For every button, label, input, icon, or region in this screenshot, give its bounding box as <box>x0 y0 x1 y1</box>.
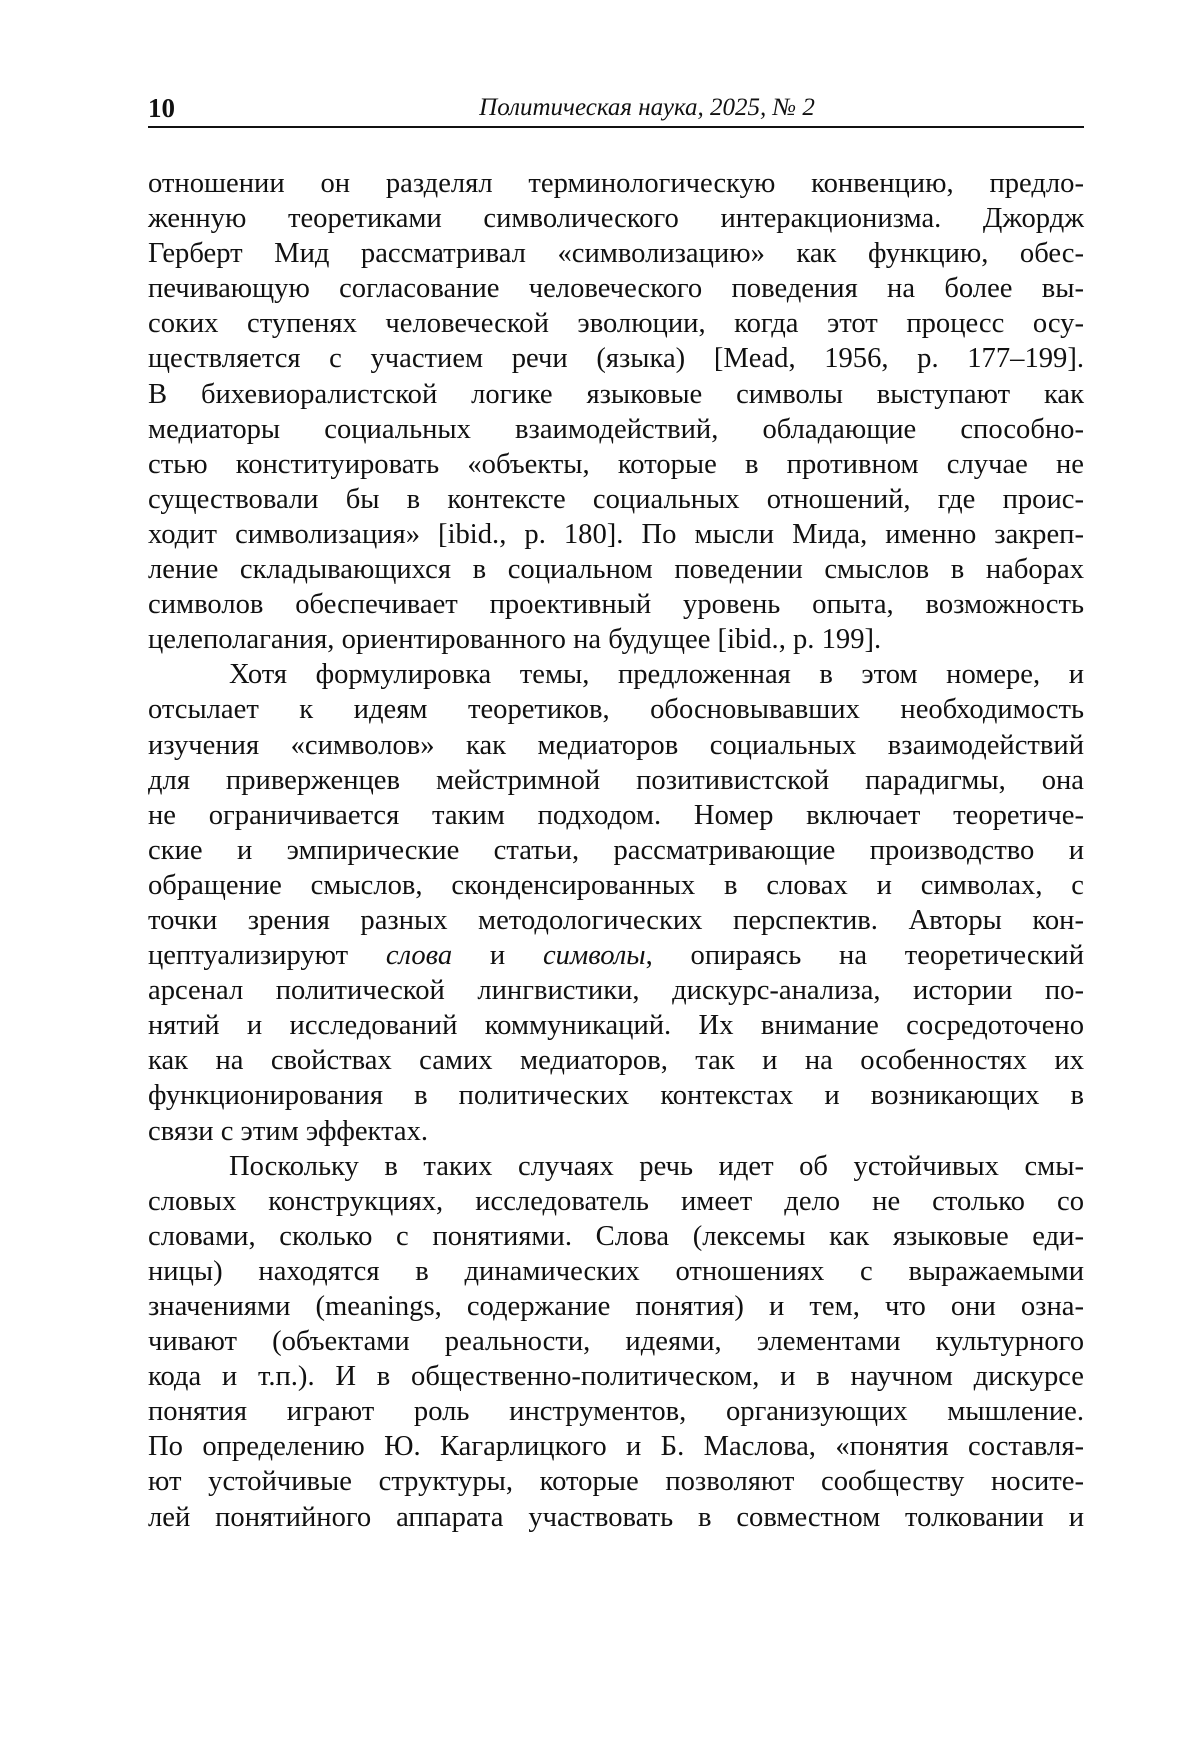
paragraph-2 <box>148 657 1084 1148</box>
text-line: По определению Ю. Кагарлицкого и Б. Маслова, «понятия составля- <box>148 1429 1084 1464</box>
text-line: В бихевиоралистской логике языковые символы выступают как <box>148 377 1084 412</box>
text-line: женную теоретиками символического интеракционизма. Джордж <box>148 201 1084 236</box>
text-line-with-italics <box>148 938 1084 973</box>
text-line: нятий и исследований коммуникаций. Их внимание сосредоточено <box>148 1008 1084 1043</box>
text-line: отношении он разделял терминологическую конвенцию, предло- <box>148 166 1084 201</box>
text-line: ление складывающихся в социальном поведении смыслов в наборах <box>148 552 1084 587</box>
paragraph-3 <box>148 1149 1084 1535</box>
text-line: не ограничивается таким подходом. Номер включает теоретиче- <box>148 798 1084 833</box>
text-line: ские и эмпирические статьи, рассматривающие производство и <box>148 833 1084 868</box>
paragraph-1 <box>148 166 1084 657</box>
text-fragment: , опираясь на теоретический <box>646 940 1084 971</box>
text-line: отсылает к идеям теоретиков, обосновывавших необходимость <box>148 692 1084 727</box>
journal-title: Политическая наука, 2025, № 2 <box>148 94 1084 122</box>
text-line: ницы) находятся в динамических отношениях с выражаемыми <box>148 1254 1084 1289</box>
text-fragment: и <box>452 940 543 971</box>
italic-term-symbols: символы <box>543 940 646 971</box>
article-body <box>148 166 1084 1535</box>
text-line: ходит символизация» [ibid., p. 180]. По мысли Мида, именно закреп- <box>148 517 1084 552</box>
text-line: ют устойчивые структуры, которые позволяют сообществу носите- <box>148 1464 1084 1499</box>
italic-term-words: слова <box>386 940 452 971</box>
text-line: значениями (meanings, содержание понятия) и тем, что они озна- <box>148 1289 1084 1324</box>
text-line: понятия играют роль инструментов, организующих мышление. <box>148 1394 1084 1429</box>
text-line: для приверженцев мейстримной позитивистской парадигмы, она <box>148 763 1084 798</box>
text-line: стью конституировать «объекты, которые в противном случае не <box>148 447 1084 482</box>
running-header <box>148 92 1084 128</box>
journal-page <box>0 0 1200 1737</box>
text-line: кода и т.п.). И в общественно-политическом, и в научном дискурсе <box>148 1359 1084 1394</box>
text-line: Поскольку в таких случаях речь идет об устойчивых смы- <box>148 1149 1084 1184</box>
text-line: изучения «символов» как медиаторов социальных взаимодействий <box>148 728 1084 763</box>
text-line: как на свойствах самих медиаторов, так и на особенностях их <box>148 1043 1084 1078</box>
text-line: связи с этим эффектах. <box>148 1114 1084 1149</box>
text-line: словами, сколько с понятиями. Слова (лексемы как языковые еди- <box>148 1219 1084 1254</box>
text-line: медиаторы социальных взаимодействий, обладающие способно- <box>148 412 1084 447</box>
text-line: лей понятийного аппарата участвовать в совместном толковании и <box>148 1500 1084 1535</box>
text-line: существовали бы в контексте социальных отношений, где проис- <box>148 482 1084 517</box>
text-line: ществляется с участием речи (языка) [Mead, 1956, p. 177–199]. <box>148 341 1084 376</box>
text-fragment: цептуализируют <box>148 940 386 971</box>
text-line: точки зрения разных методологических перспектив. Авторы кон- <box>148 903 1084 938</box>
text-line: функционирования в политических контекстах и возникающих в <box>148 1078 1084 1113</box>
text-line: соких ступенях человеческой эволюции, когда этот процесс осу- <box>148 306 1084 341</box>
text-line: символов обеспечивает проективный уровень опыта, возможность <box>148 587 1084 622</box>
text-line: словых конструкциях, исследователь имеет дело не столько со <box>148 1184 1084 1219</box>
text-line: обращение смыслов, сконденсированных в словах и символах, с <box>148 868 1084 903</box>
text-line: Герберт Мид рассматривал «символизацию» как функцию, обес- <box>148 236 1084 271</box>
text-line: арсенал политической лингвистики, дискурс-анализа, истории по- <box>148 973 1084 1008</box>
text-line: чивают (объектами реальности, идеями, элементами культурного <box>148 1324 1084 1359</box>
text-line: печивающую согласование человеческого поведения на более вы- <box>148 271 1084 306</box>
text-line: Хотя формулировка темы, предложенная в этом номере, и <box>148 657 1084 692</box>
text-line: целеполагания, ориентированного на будущее [ibid., p. 199]. <box>148 622 1084 657</box>
page-number: 10 <box>148 94 175 122</box>
